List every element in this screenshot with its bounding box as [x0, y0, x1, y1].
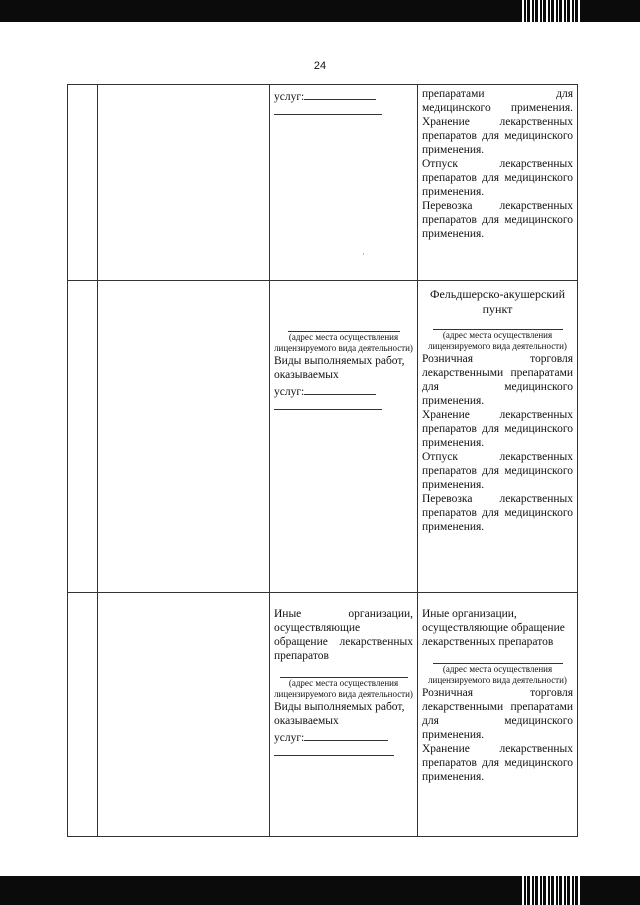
services-cell [270, 85, 418, 281]
activity-cell [418, 593, 578, 837]
number-cell [68, 85, 98, 281]
services-fill-line [304, 87, 376, 100]
services-cell [270, 593, 418, 837]
scan-dot: · [362, 249, 365, 259]
services-fill-line [304, 382, 376, 395]
name-cell [98, 281, 270, 593]
activity-item: Хранение лекарственных препаратов для медицинского применения. [422, 116, 573, 156]
services-fill-line-2 [274, 399, 382, 410]
facility-heading: Фельдшерско-акушерский пункт [429, 287, 566, 316]
name-cell [98, 85, 270, 281]
address-line [433, 653, 563, 664]
address-note: (адрес места осуществления лицензируемого вида деятельности) [428, 664, 567, 685]
services-label: услуг: [274, 91, 305, 103]
license-table [67, 84, 578, 837]
name-cell [98, 593, 270, 837]
activity-cell [418, 281, 578, 593]
services-fill-line-2 [274, 745, 394, 756]
services-cell [270, 281, 418, 593]
table-row [68, 593, 578, 837]
scan-bottom-bar [0, 876, 640, 905]
works-label: Виды выполняемых работ, оказываемых [274, 355, 405, 381]
address-note: (адрес места осуществления лицензируемого вида деятельности) [428, 330, 567, 351]
activity-item: Перевозка лекарственных препаратов для медицинского применения. [422, 493, 573, 533]
activity-item: Розничная торговля лекарственными препаратами для медицинского применения. [422, 353, 573, 407]
activity-item: Перевозка лекарственных препаратов для медицинского применения. [422, 200, 573, 240]
services-fill-line-2 [274, 104, 382, 115]
scan-top-bar [0, 0, 640, 22]
activity-item: Хранение лекарственных препаратов для медицинского применения. [422, 409, 573, 449]
number-cell [68, 593, 98, 837]
page-number: 24 [313, 60, 327, 72]
services-fill-line [304, 728, 388, 741]
organization-text: Иные организации, осуществляющие обращение лекарственных препаратов [274, 608, 413, 662]
address-line [433, 319, 563, 330]
address-note: (адрес места осуществления лицензируемого вида деятельности) [274, 678, 413, 699]
barcode-bottom [522, 876, 580, 905]
barcode-top [522, 0, 580, 22]
number-cell [68, 281, 98, 593]
activity-item: Отпуск лекарственных препаратов для медицинского применения. [422, 158, 573, 198]
activity-item: Хранение лекарственных препаратов для медицинского применения. [422, 743, 573, 783]
activity-item: препаратами для медицинского применения. [422, 88, 573, 114]
activity-item: Отпуск лекарственных препаратов для медицинского применения. [422, 451, 573, 491]
services-label: услуг: [274, 732, 305, 744]
table-row [68, 281, 578, 593]
works-label: Виды выполняемых работ, оказываемых [274, 701, 405, 727]
services-label: услуг: [274, 386, 305, 398]
activity-cell [418, 85, 578, 281]
address-note: (адрес места осуществления лицензируемого вида деятельности) [274, 332, 413, 353]
activity-item: Розничная торговля лекарственными препаратами для медицинского применения. [422, 687, 573, 741]
organization-text: Иные организации, осуществляющие обращение лекарственных препаратов [422, 608, 565, 648]
table-row [68, 85, 578, 281]
address-line [280, 667, 408, 678]
address-line [288, 321, 400, 332]
